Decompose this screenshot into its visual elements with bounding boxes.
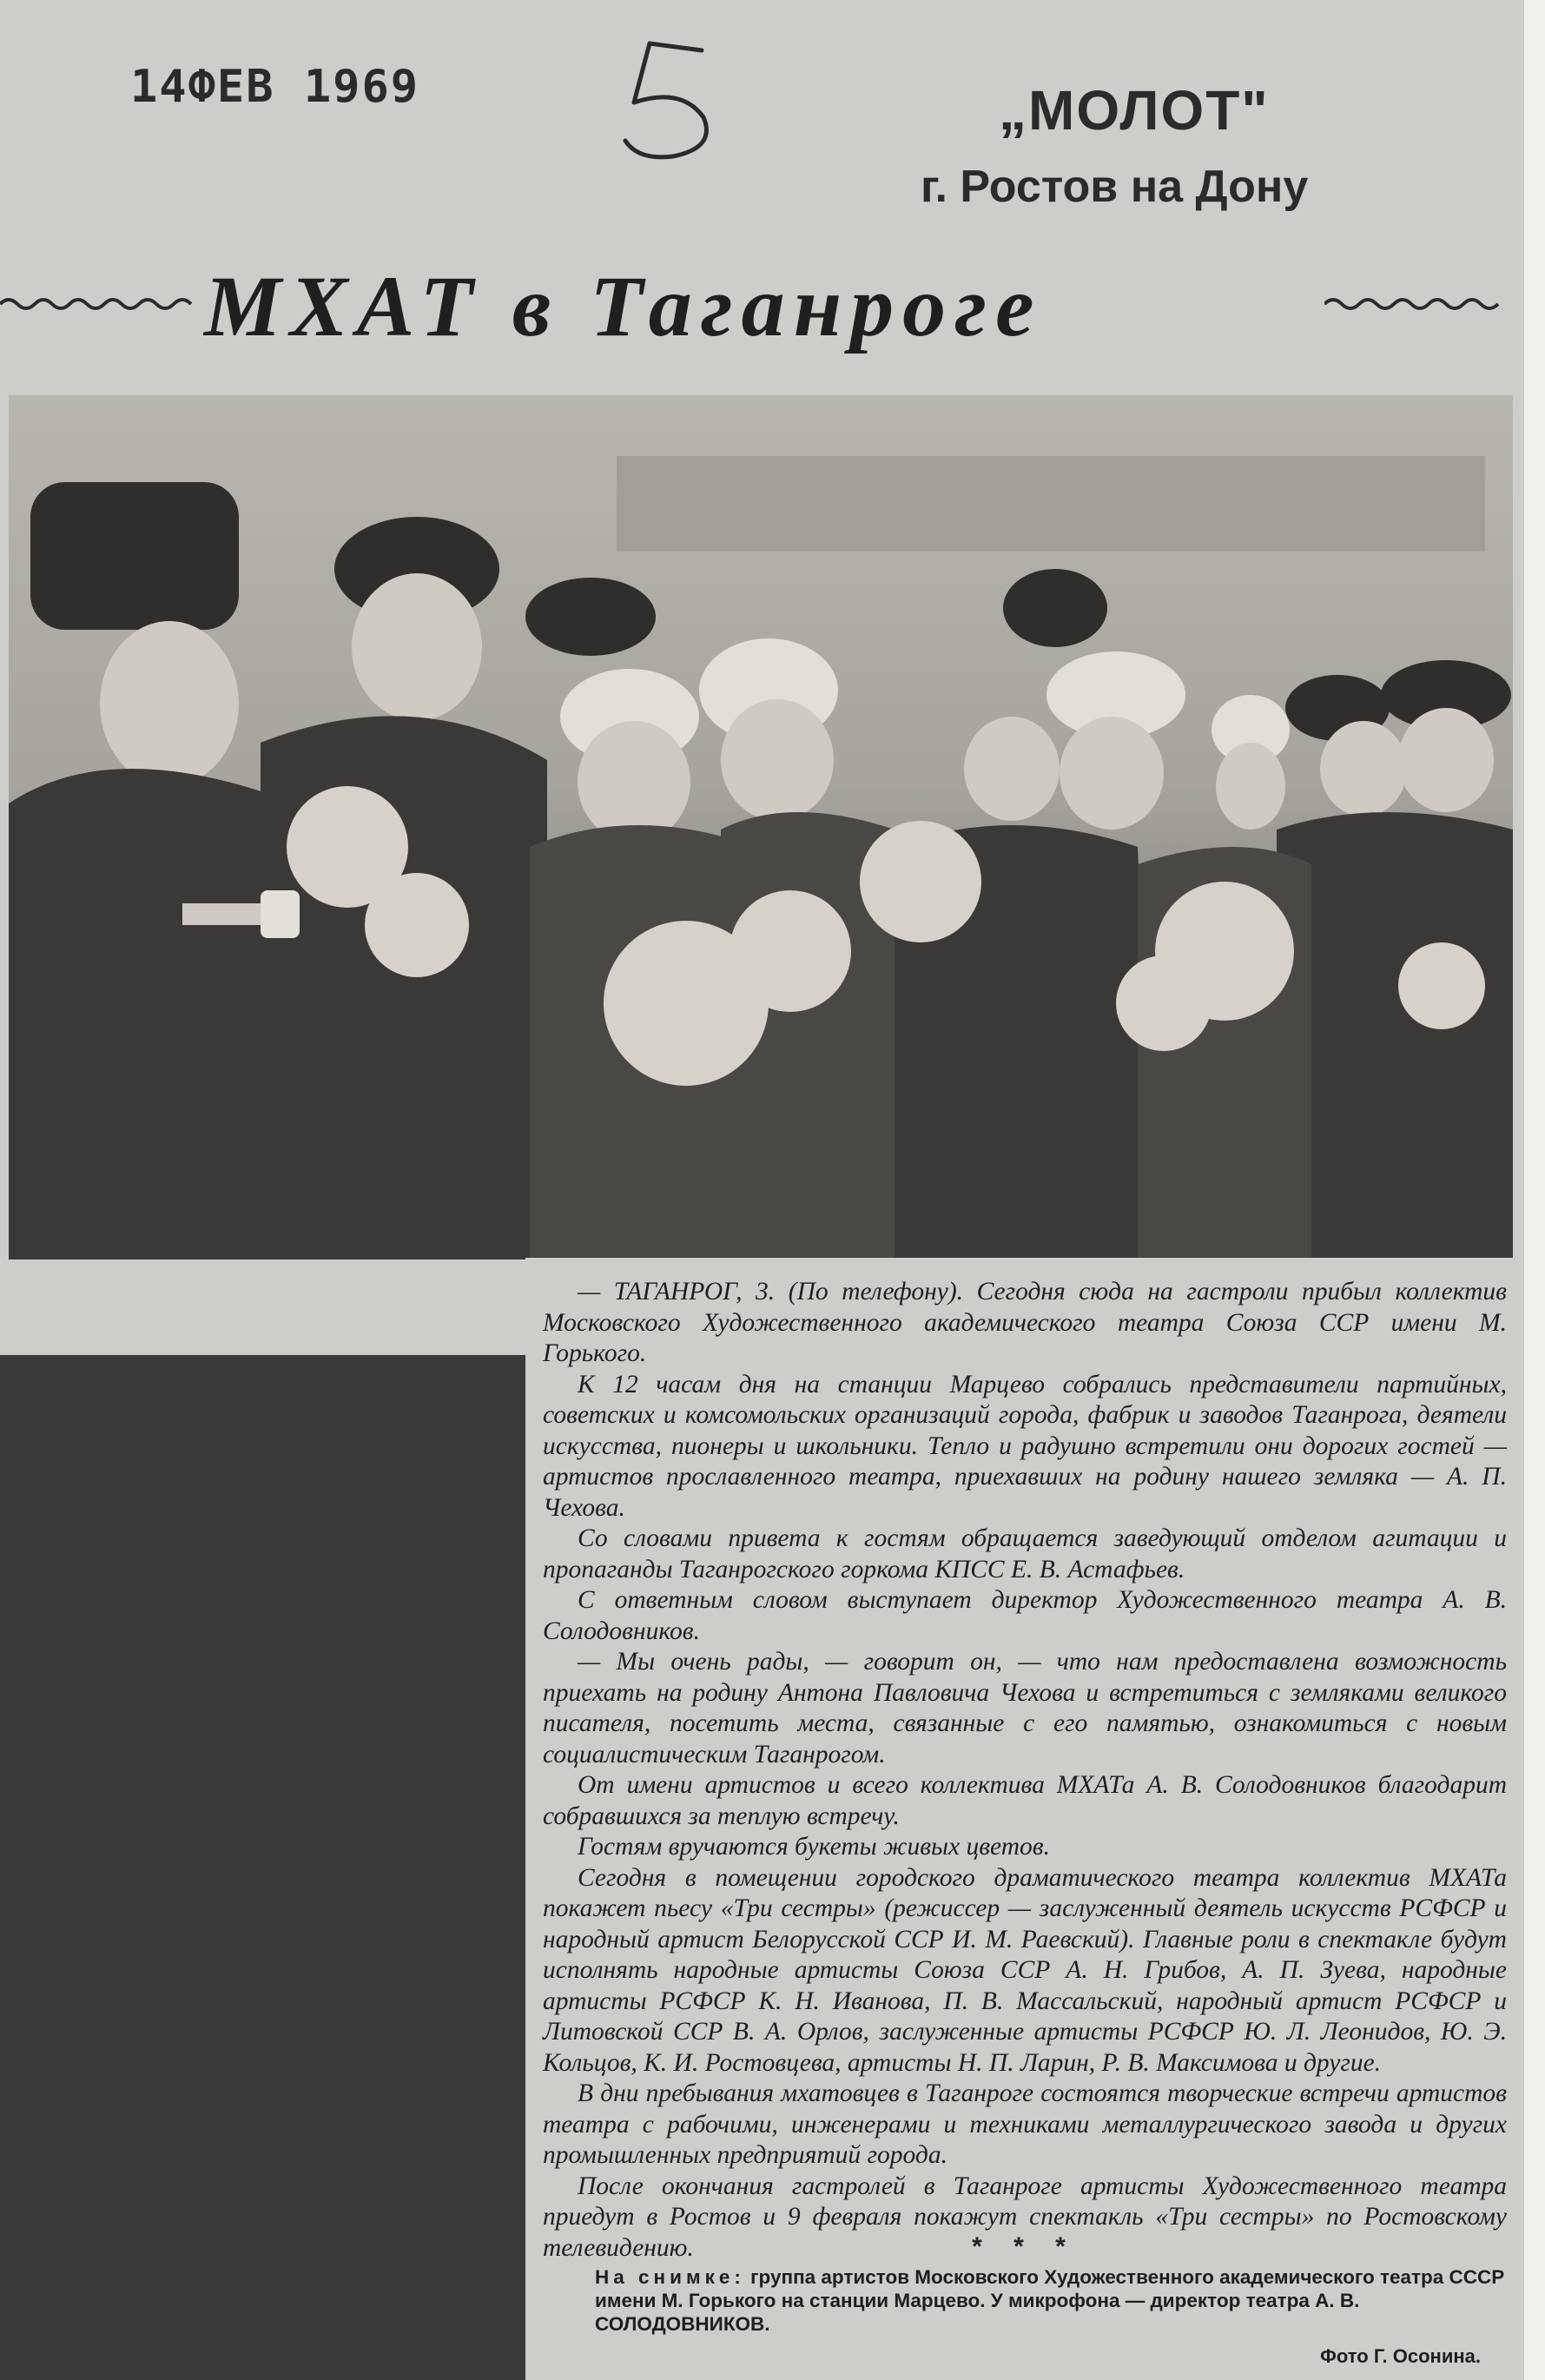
scan-edge [1524, 0, 1545, 2380]
paragraph: — Мы очень рады, — говорит он, — что нам предоставлена возможность приехать на родину Антона Павловича Чехова и встретиться с земляками великого писателя, посетить места, связанные с его памятью, ознакомиться с новым социалистическим Таганрогом. [543, 1648, 1507, 1768]
headline-rule-left [0, 287, 200, 321]
paragraph: — ТАГАНРОГ, 3. (По телефону). Сегодня сюда на гастроли прибыл коллектив Московского Художественного академического театра Союза ССР имени М. Горького. [543, 1278, 1507, 1367]
paragraph: От имени артистов и всего коллектива МХАТа А. В. Солодовников благодарит собравшихся за теплую встречу. [543, 1771, 1507, 1830]
paragraph: Со словами привета к гостям обращается заведующий отделом агитации и пропаганды Таганрогского горкома КПСС Е. В. Астафьев. [543, 1524, 1507, 1583]
paragraph: В дни пребывания мхатовцев в Таганроге состоятся творческие встречи артистов театра с рабочими, инженерами и техниками металлургического завода и других промышленных предприятий города. [543, 2079, 1507, 2169]
newspaper-city: г. Ростов на Дону [921, 162, 1309, 212]
background-board [0, 1355, 525, 2380]
paragraph: К 12 часам дня на станции Марцево собрались представители партийных, советских и комсомольских организаций города, фабрик и заводов Таганрога, деятели искусства, пионеры и школьники. Тепло и радушно встретили они дорогих гостей — артистов прославленного театра, приехавших на родину нашего земляка — А. П. Чехова. [543, 1370, 1507, 1522]
caption-lead: На снимке: [595, 2266, 745, 2288]
caption-text: группа артистов Московского Художественного академического театра СССР имени М. Горького на станции Марцево. У микрофона — директор театра А. В. СОЛОДОВНИКОВ. [595, 2266, 1505, 2335]
paragraph: Гостям вручаются букеты живых цветов. [578, 1833, 1050, 1861]
group-photo [9, 395, 1513, 1259]
paragraph: После окончания гастролей в Таганроге артисты Художественного театра приедут в Ростов и 9 февраля покажут спектакль «Три сестры» по Ростовскому телевидению. [543, 2172, 1507, 2262]
paragraph: С ответным словом выступает директор Художественного театра А. В. Солодовников. [543, 1586, 1507, 1645]
photo-credit: Фото Г. Осонина. [1320, 2345, 1481, 2367]
article-body [543, 1277, 1507, 2264]
headline-rule-right [1324, 287, 1507, 321]
photo-caption [595, 2265, 1507, 2336]
paragraph: Сегодня в помещении городского драматического театра коллектив МХАТа покажет пьесу «Три сестры» (режиссер — заслуженный деятель искусств РСФСР и народный артист Белорусской ССР И. М. Раевский). Главные роли в спектакле будут исполнять народные артисты Союза ССР А. Н. Грибов, А. П. Зуева, народные артисты РСФСР К. Н. Иванова, П. В. Массальский, народный артист РСФСР и Литовской ССР В. А. Орлов, заслуженные артисты РСФСР Ю. Л. Леонидов, Ю. Э. Кольцов, К. И. Ростовцева, артисты Н. П. Ларин, Р. В. Максимова и другие. [543, 1863, 1507, 2077]
handwritten-number-5 [599, 35, 738, 165]
article [525, 1258, 1524, 2380]
section-separator: * * * [972, 2232, 1078, 2261]
newspaper-name: „МОЛОТ" [999, 79, 1270, 142]
headline: МХАТ в Таганроге [204, 258, 1043, 354]
date-stamp: 14ФЕВ 1969 [130, 61, 420, 113]
